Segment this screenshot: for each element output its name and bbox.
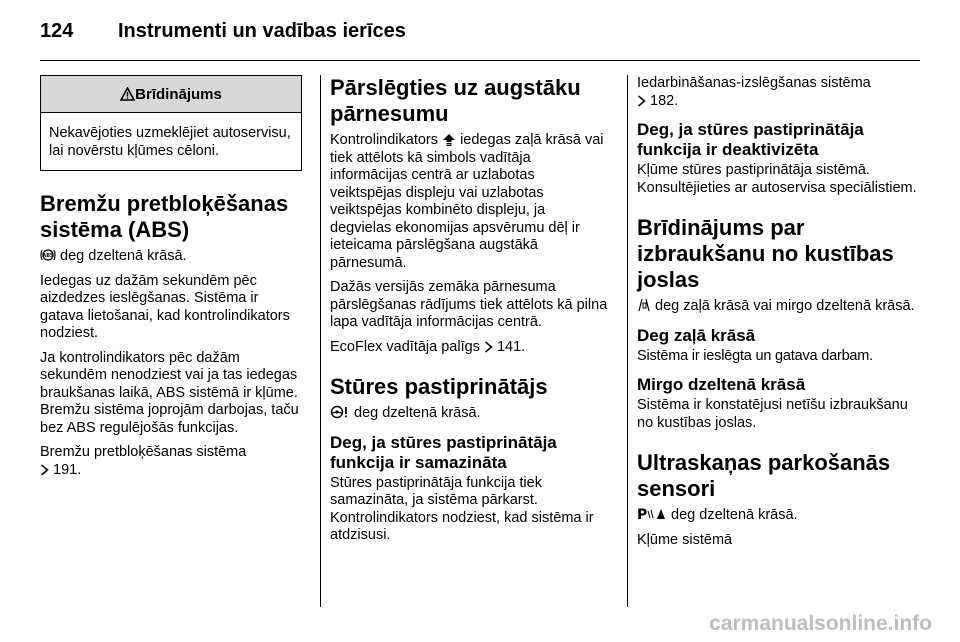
abs-heading: Bremžu pretbloķēšanas sistēma (ABS) — [40, 191, 289, 242]
parking-sensors-heading: Ultraskaņas parkošanās sensori — [637, 450, 891, 501]
upshift-arrow-icon — [442, 131, 456, 149]
parking-sensors-paragraph-1 — [637, 506, 922, 525]
page-reference-arrow-icon — [40, 462, 49, 480]
steering-reduced-subheading: Deg, ja stūres pastiprinātāja funkcija ir samazināta — [330, 432, 557, 472]
steering-deactivated-subheading: Deg, ja stūres pastiprinātāja funkcija ir deaktivizēta — [637, 120, 864, 159]
steering-heading: Stūres pastiprinātājs — [330, 374, 548, 399]
abs-paragraph-4 — [40, 444, 302, 479]
start-stop-reference-text: Iedarbināšanas-izslēgšanas sistēma — [637, 75, 871, 91]
page-reference-arrow-icon — [484, 339, 493, 357]
abs-reference-link[interactable]: 191. — [53, 461, 82, 478]
page-header-title: Instrumenti un vadības ierīces — [118, 20, 406, 42]
parking-sensors-paragraph-2: Kļūme sistēmā — [637, 531, 733, 548]
header-divider — [40, 60, 920, 61]
lane-departure-paragraph — [637, 297, 922, 316]
abs-paragraph-2: Iedegas uz dažām sekundēm pēc aizdedzes ieslēgšanas. Sistēma ir gatava lietošanai, kad kontrolindikators nodziest. — [40, 272, 290, 341]
abs-paragraph-3: Ja kontrolindikators pēc dažām sekundēm nenodziest vai ja tas iedegas braukšanas laikā, ABS sistēmā ir kļūme. Bremžu sistēma joprojām darbojas, taču bez ABS regulējošās funkcijas. — [40, 349, 299, 436]
parking-sensor-icon — [637, 506, 667, 524]
column-divider-1 — [320, 75, 321, 607]
abs-icon — [40, 247, 56, 265]
steering-deactivated-paragraph: Kļūme stūres pastiprinātāja sistēmā. Konsultējieties ar autoservisa speciālistiem. — [637, 162, 917, 196]
steering-paragraph-2: Stūres pastiprinātāja funkcija tiek samazināta, ja sistēma pārkarst. Kontrolindikators nodziest, kad sistēma ir atdzisusi. — [330, 474, 594, 543]
power-steering-icon — [330, 404, 350, 422]
page-number: 124 — [40, 20, 74, 42]
svg-text:ABS: ABS — [42, 253, 54, 259]
upshift-heading: Pārslēgties uz augstāku pārnesumu — [330, 75, 581, 126]
abs-reference-text: Bremžu pretbloķēšanas sistēma — [40, 444, 247, 460]
column-2 — [330, 75, 608, 552]
lane-yellow-subheading: Mirgo dzeltenā krāsā — [637, 375, 806, 394]
upshift-paragraph-1 — [330, 131, 608, 272]
lane-green-paragraph: Sistēma ir ieslēgta un gatava darbam. — [637, 347, 874, 364]
column-1 — [40, 75, 302, 486]
svg-text:P: P — [637, 507, 648, 521]
abs-paragraph-1 — [40, 247, 302, 266]
upshift-paragraph-1-rest: iedegas zaļā krāsā vai tiek attēlots kā simbols vadītāja informācijas centrā ar uzlabotas veiktspējas displeju vai uzlabotas veiktspējas kombinēto displeju, ja degvielas ekonomijas apsvērumu dēļ ir ieteicama pārslēgšana augstākā pārnesumā. — [330, 132, 604, 271]
page-reference-arrow-icon — [637, 93, 646, 111]
warning-box — [40, 75, 302, 171]
steering-paragraph-1-text: deg dzeltenā krāsā. — [354, 405, 481, 421]
start-stop-reference — [637, 75, 922, 110]
upshift-paragraph-3 — [330, 339, 608, 357]
lane-departure-heading: Brīdinājums par izbraukšanu no kustības joslas — [637, 215, 894, 292]
steering-paragraph-1 — [330, 404, 608, 423]
warning-triangle-icon — [120, 76, 135, 112]
warning-body — [41, 113, 301, 170]
start-stop-reference-link[interactable]: 182. — [650, 92, 679, 109]
warning-text: Nekavējoties uzmeklējiet autoservisu, lai novērstu kļūmes cēloni. — [49, 125, 291, 159]
parking-sensors-paragraph-1-text: deg dzeltenā krāsā. — [671, 507, 798, 523]
lane-departure-icon — [637, 297, 651, 315]
lane-departure-paragraph-text: deg zaļā krāsā vai mirgo dzeltenā krāsā. — [655, 298, 915, 314]
column-3 — [637, 75, 922, 556]
warning-header — [41, 76, 301, 113]
upshift-reference-text: EcoFlex vadītāja palīgs — [330, 338, 480, 355]
watermark: carmanualsonline.info — [709, 612, 932, 635]
column-divider-2 — [627, 75, 628, 607]
upshift-paragraph-1-lead: Kontrolindikators — [330, 132, 438, 148]
lane-yellow-paragraph: Sistēma ir konstatējusi netīšu izbraukšanu no kustības joslas. — [637, 397, 908, 431]
page-header — [40, 18, 920, 48]
upshift-reference-link[interactable]: 141. — [496, 338, 526, 355]
warning-title: Brīdinājums — [135, 86, 222, 103]
abs-paragraph-1-text: deg dzeltenā krāsā. — [60, 248, 187, 264]
upshift-paragraph-2: Dažās versijās zemāka pārnesuma pārslēgšanas rādījums tiek attēlots kā pilna lapa vadītāja informācijas centrā. — [330, 279, 608, 330]
lane-green-subheading: Deg zaļā krāsā — [637, 325, 756, 345]
